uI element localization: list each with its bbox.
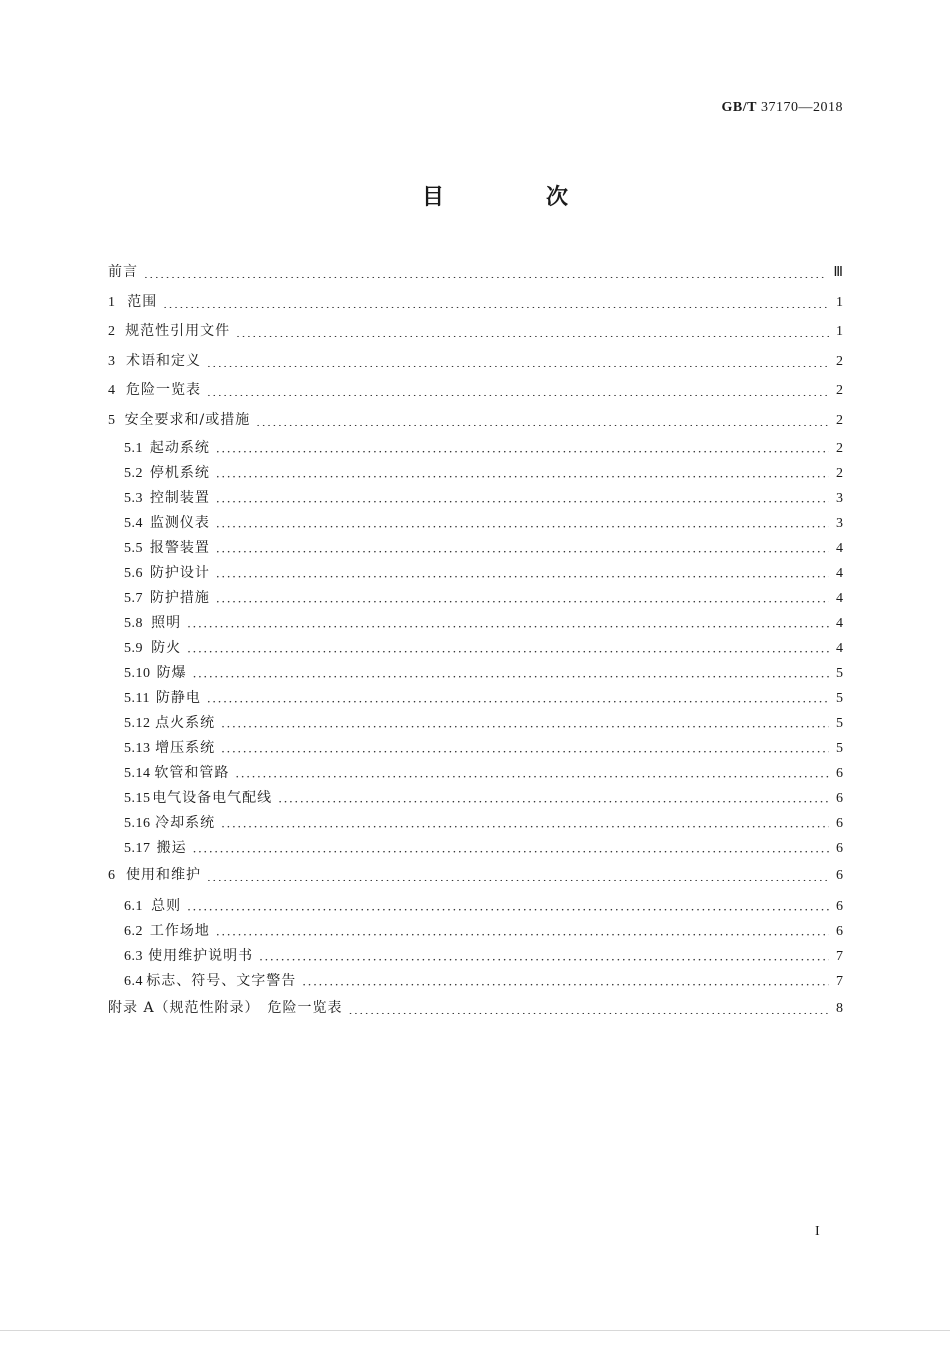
toc-leader-dots <box>216 440 829 454</box>
toc-entry[interactable] <box>108 944 843 969</box>
toc-leader-dots <box>216 540 829 554</box>
toc-entry-number: 5.12 <box>124 715 151 731</box>
toc-entry[interactable] <box>108 761 843 786</box>
toc-entry[interactable] <box>108 288 843 318</box>
toc-entry-number: 5.2 <box>124 465 143 481</box>
toc-entry-page: 6 <box>836 924 843 940</box>
toc-entry-page: 2 <box>836 440 843 456</box>
toc-entry-page: 1 <box>836 324 843 340</box>
toc-entry-number: 3 <box>108 353 116 369</box>
toc-entry[interactable] <box>108 317 843 347</box>
toc-entry-page: 4 <box>836 615 843 631</box>
toc-entry-label: 防火 <box>151 639 182 656</box>
toc-leader-dots <box>144 264 827 278</box>
toc-entry[interactable] <box>108 686 843 711</box>
standard-code: 37170—2018 <box>761 100 843 115</box>
toc-entry[interactable] <box>108 347 843 377</box>
toc-entry-label: 使用和维护 <box>126 866 201 883</box>
toc-entry-number: 5.13 <box>124 740 151 756</box>
toc-entry-label: 防护设计 <box>149 564 210 581</box>
toc-leader-dots <box>193 665 829 679</box>
page-title: 目 次 <box>421 185 608 210</box>
page-bottom-edge <box>0 1330 950 1331</box>
toc-entry-label: 搬运 <box>156 839 187 856</box>
toc-leader-dots <box>187 640 829 654</box>
toc-entry[interactable] <box>108 919 843 944</box>
toc-entry-number: 5.9 <box>124 640 143 656</box>
toc-entry-number: 5.15 <box>124 790 151 806</box>
toc-entry-number: 5.10 <box>124 665 151 681</box>
toc-entry-label: 增压系统 <box>155 739 216 756</box>
page-number: I <box>815 1224 820 1239</box>
toc-entry-label: 危险一览表 <box>126 382 201 399</box>
toc-entry-label: 工作场地 <box>149 923 210 940</box>
toc-entry[interactable] <box>108 894 843 919</box>
toc-leader-dots <box>235 765 829 779</box>
toc-entry[interactable] <box>108 461 843 486</box>
toc-entry[interactable] <box>108 969 843 994</box>
toc-entry-number: 5.7 <box>124 590 143 606</box>
toc-leader-dots <box>221 815 829 829</box>
toc-entry-page: 3 <box>836 490 843 506</box>
toc-entry[interactable] <box>108 536 843 561</box>
toc-entry-page: Ⅲ <box>833 265 843 280</box>
toc-entry-label: 点火系统 <box>155 714 216 731</box>
toc-entry-label: 前言 <box>108 264 138 280</box>
toc-leader-dots <box>221 715 829 729</box>
toc-entry-page: 4 <box>836 565 843 581</box>
toc-leader-dots <box>163 294 829 308</box>
toc-entry-number: 5 <box>108 412 116 428</box>
toc-entry-number: 6.3 <box>124 949 143 965</box>
toc-entry-label: 附录 A（规范性附录） 危险一览表 <box>108 1000 343 1017</box>
toc-entry[interactable] <box>108 994 843 1024</box>
toc-leader-dots <box>207 353 829 367</box>
toc-leader-dots <box>221 740 829 754</box>
toc-leader-dots <box>302 973 829 987</box>
toc-entry[interactable] <box>108 786 843 811</box>
toc-entry[interactable] <box>108 486 843 511</box>
toc-entry-number: 5.16 <box>124 815 151 831</box>
toc-entry[interactable] <box>108 258 843 288</box>
toc-entry[interactable] <box>108 511 843 536</box>
toc-entry-label: 范围 <box>127 293 158 310</box>
toc-entry-number: 2 <box>108 324 116 340</box>
toc-entry[interactable] <box>108 436 843 461</box>
toc-leader-dots <box>236 323 829 337</box>
toc-entry[interactable] <box>108 636 843 661</box>
toc-entry-page: 2 <box>836 412 843 428</box>
toc-entry[interactable] <box>108 836 843 861</box>
toc-entry-page: 2 <box>836 465 843 481</box>
toc-leader-dots <box>207 867 829 881</box>
toc-entry-number: 5.5 <box>124 540 143 556</box>
toc-entry-label: 术语和定义 <box>126 352 201 369</box>
toc-entry-page: 6 <box>836 840 843 856</box>
toc-leader-dots <box>278 790 829 804</box>
toc-entry-page: 4 <box>836 640 843 656</box>
toc-entry-number: 5.3 <box>124 490 143 506</box>
toc-entry[interactable] <box>108 376 843 406</box>
toc-entry-page: 5 <box>836 715 843 731</box>
toc-entry-number: 5.4 <box>124 515 143 531</box>
toc-entry-page: 7 <box>836 974 843 990</box>
toc-leader-dots <box>187 898 829 912</box>
toc-entry-number: 6 <box>108 867 116 883</box>
toc-leader-dots <box>256 412 829 426</box>
toc-entry-page: 2 <box>836 353 843 369</box>
toc-entry-page: 6 <box>836 815 843 831</box>
toc-entry-number: 5.14 <box>124 765 151 781</box>
toc-entry[interactable] <box>108 861 843 891</box>
toc-entry-page: 6 <box>836 899 843 915</box>
toc-entry[interactable] <box>108 586 843 611</box>
toc-leader-dots <box>207 382 829 396</box>
toc-entry-page: 6 <box>836 867 843 883</box>
toc-leader-dots <box>216 515 829 529</box>
toc-leader-dots <box>207 690 829 704</box>
toc-leader-dots <box>216 490 829 504</box>
toc-entry-page: 5 <box>836 665 843 681</box>
toc-entry-label: 冷却系统 <box>155 814 216 831</box>
toc-leader-dots <box>216 923 829 937</box>
toc-entry[interactable] <box>108 711 843 736</box>
toc-entry-label: 控制装置 <box>149 489 210 506</box>
toc-entry-page: 3 <box>836 515 843 531</box>
toc-entry-page: 6 <box>836 790 843 806</box>
toc-entry[interactable] <box>108 736 843 761</box>
toc-entry-label: 报警装置 <box>149 539 210 556</box>
toc-leader-dots <box>187 615 829 629</box>
toc-entry-label: 起动系统 <box>149 439 210 456</box>
toc-entry-label: 防爆 <box>156 664 187 681</box>
standard-number <box>722 100 843 116</box>
toc-entry-number: 6.1 <box>124 899 143 915</box>
toc-entry-label: 规范性引用文件 <box>125 323 231 340</box>
toc-entry-label: 安全要求和/或措施 <box>124 411 251 428</box>
toc-leader-dots <box>216 465 829 479</box>
toc-entry-number: 6.2 <box>124 924 143 940</box>
toc-entry-label: 监测仪表 <box>149 514 210 531</box>
toc-entry[interactable] <box>108 611 843 636</box>
toc-entry-page: 5 <box>836 690 843 706</box>
toc-leader-dots <box>193 840 829 854</box>
toc-entry-number: 5.6 <box>124 565 143 581</box>
toc-entry-number: 4 <box>108 383 116 399</box>
toc-leader-dots <box>216 590 829 604</box>
standard-prefix: GB/T <box>721 100 757 115</box>
toc-entry[interactable] <box>108 406 843 436</box>
toc-leader-dots <box>216 565 829 579</box>
table-of-contents <box>108 258 843 1024</box>
toc-entry-page: 6 <box>836 765 843 781</box>
toc-entry-label: 使用维护说明书 <box>148 948 254 965</box>
toc-entry-page: 5 <box>836 740 843 756</box>
toc-entry-label: 停机系统 <box>149 464 210 481</box>
toc-entry-page: 1 <box>836 294 843 310</box>
toc-entry-page: 7 <box>836 949 843 965</box>
toc-entry-number: 5.1 <box>124 440 143 456</box>
toc-entry-number: 1 <box>108 294 116 310</box>
toc-entry-label: 总则 <box>151 898 182 915</box>
toc-entry-label: 防静电 <box>155 689 201 706</box>
toc-entry-number: 5.8 <box>124 615 143 631</box>
toc-entry-page: 2 <box>836 383 843 399</box>
toc-entry-page: 8 <box>836 1001 843 1017</box>
toc-entry-page: 4 <box>836 590 843 606</box>
toc-entry-label: 标志、符号、文字警告 <box>146 973 297 990</box>
toc-entry-label: 防护措施 <box>149 589 210 606</box>
toc-entry-label: 电气设备电气配线 <box>152 789 273 806</box>
toc-entry-number: 5.11 <box>124 690 150 706</box>
toc-entry-label: 照明 <box>151 614 182 631</box>
toc-entry[interactable] <box>108 661 843 686</box>
toc-entry-number: 6.4 <box>124 974 143 990</box>
toc-entry-page: 4 <box>836 540 843 556</box>
toc-entry[interactable] <box>108 561 843 586</box>
toc-leader-dots <box>349 1000 829 1014</box>
toc-entry-number: 5.17 <box>124 840 151 856</box>
toc-entry[interactable] <box>108 811 843 836</box>
toc-leader-dots <box>259 948 829 962</box>
toc-entry-label: 软管和管路 <box>154 764 230 781</box>
